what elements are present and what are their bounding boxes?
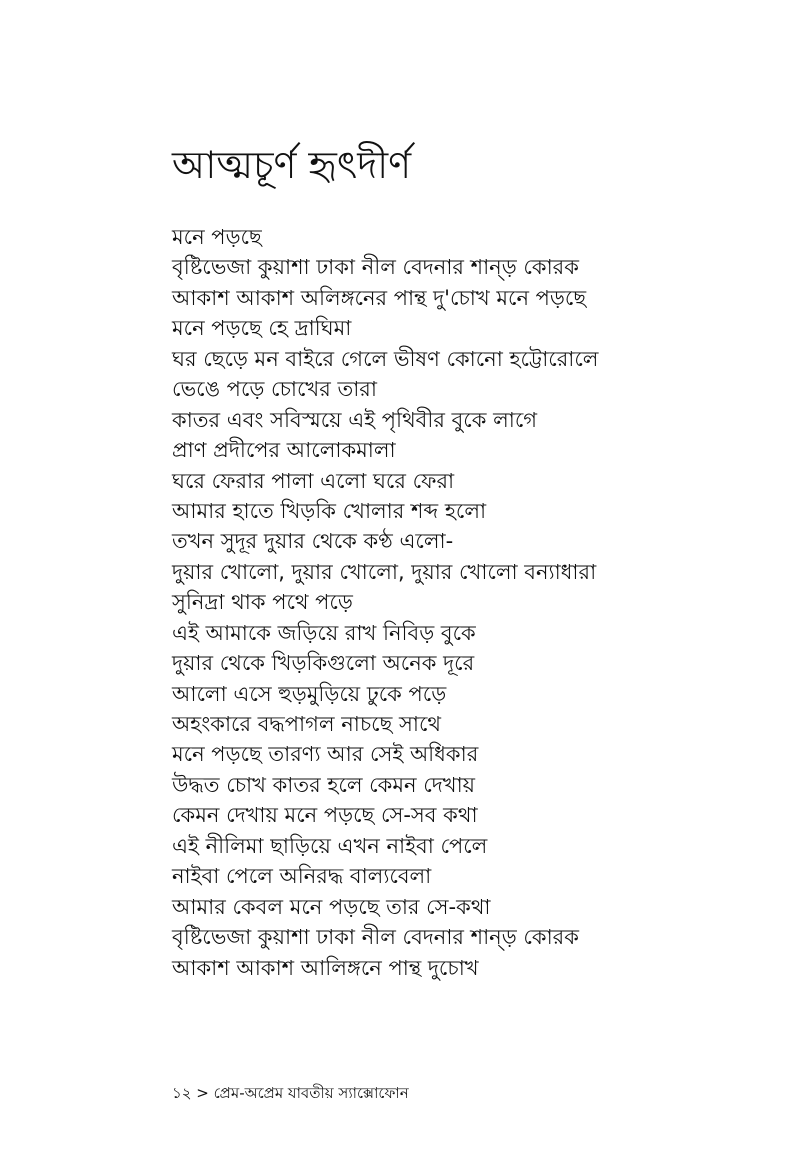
poem-line: বৃষ্টিভেজা কুয়াশা ঢাকা নীল বেদনার শান্ড় কোরক <box>172 255 579 280</box>
poem-line: মনে পড়ছে হে দ্রাঘিমা <box>172 316 352 341</box>
poem-line: আকাশ আকাশ আলিঙ্গনে পান্থ দুচোখ <box>172 955 479 980</box>
page-footer: ১২ > প্রেম-অপ্রেম যাবতীয় স্যাক্সোফোন <box>172 1084 409 1102</box>
poem-line: দুয়ার খোলো, দুয়ার খোলো, দুয়ার খোলো বন্যাধারা <box>172 559 597 584</box>
poem-line: আকাশ আকাশ অলিঙ্গনের পান্থ দু'চোখ মনে পড়ছে <box>172 285 587 310</box>
poem-line: আমার কেবল মনে পড়ছে তার সে-কথা <box>172 894 491 919</box>
poem-line: অহংকারে বদ্ধপাগল নাচছে সাথে <box>172 712 442 736</box>
poem-line: তখন সুদূর দুয়ার থেকে কণ্ঠ এলো- <box>172 529 454 554</box>
poem-line: ঘরে ফেরার পালা এলো ঘরে ফেরা <box>172 468 455 493</box>
poem-line: মনে পড়ছে তারণ্য আর সেই অধিকার <box>172 742 479 767</box>
poem-line: আমার হাতে খিড়কি খোলার শব্দ হলো <box>172 498 487 523</box>
poem-line: এই আমাকে জড়িয়ে রাখ নিবিড় বুকে <box>172 620 476 645</box>
poem-line: ভেঙে পড়ে চোখের তারা <box>172 377 377 402</box>
poem-line: মনে পড়ছে <box>172 225 262 249</box>
poem-line: বৃষ্টিভেজা কুয়াশা ঢাকা নীল বেদনার শান্ড় কোরক <box>172 925 579 950</box>
poem-line: এই নীলিমা ছাড়িয়ে এখন নাইবা পেলে <box>172 833 488 858</box>
poem-title: আত্মচূর্ণ হৃৎদীর্ণ <box>172 143 412 187</box>
poem-line: নাইবা পেলে অনিরদ্ধ বাল্যবেলা <box>172 864 432 889</box>
poem-line: দুয়ার থেকে খিড়কিগুলো অনেক দূরে <box>172 651 475 676</box>
poem-line: উদ্ধত চোখ কাতর হলে কেমন দেখায় <box>172 772 476 797</box>
poem-line: ঘর ছেড়ে মন বাইরে গেলে ভীষণ কোনো হট্টোরোলে <box>172 346 599 371</box>
poem-line: কেমন দেখায় মনে পড়ছে সে-সব কথা <box>172 803 478 828</box>
poem-body <box>172 222 732 983</box>
poem-line: প্রাণ প্রদীপের আলোকমালা <box>172 438 396 463</box>
poem-line: কাতর এবং সবিস্ময়ে এই পৃথিবীর বুকে লাগে <box>172 407 538 432</box>
poem-line: সুনিদ্রা থাক পথে পড়ে <box>172 590 353 615</box>
poem-line: আলো এসে হুড়মুড়িয়ে ঢুকে পড়ে <box>172 681 447 706</box>
